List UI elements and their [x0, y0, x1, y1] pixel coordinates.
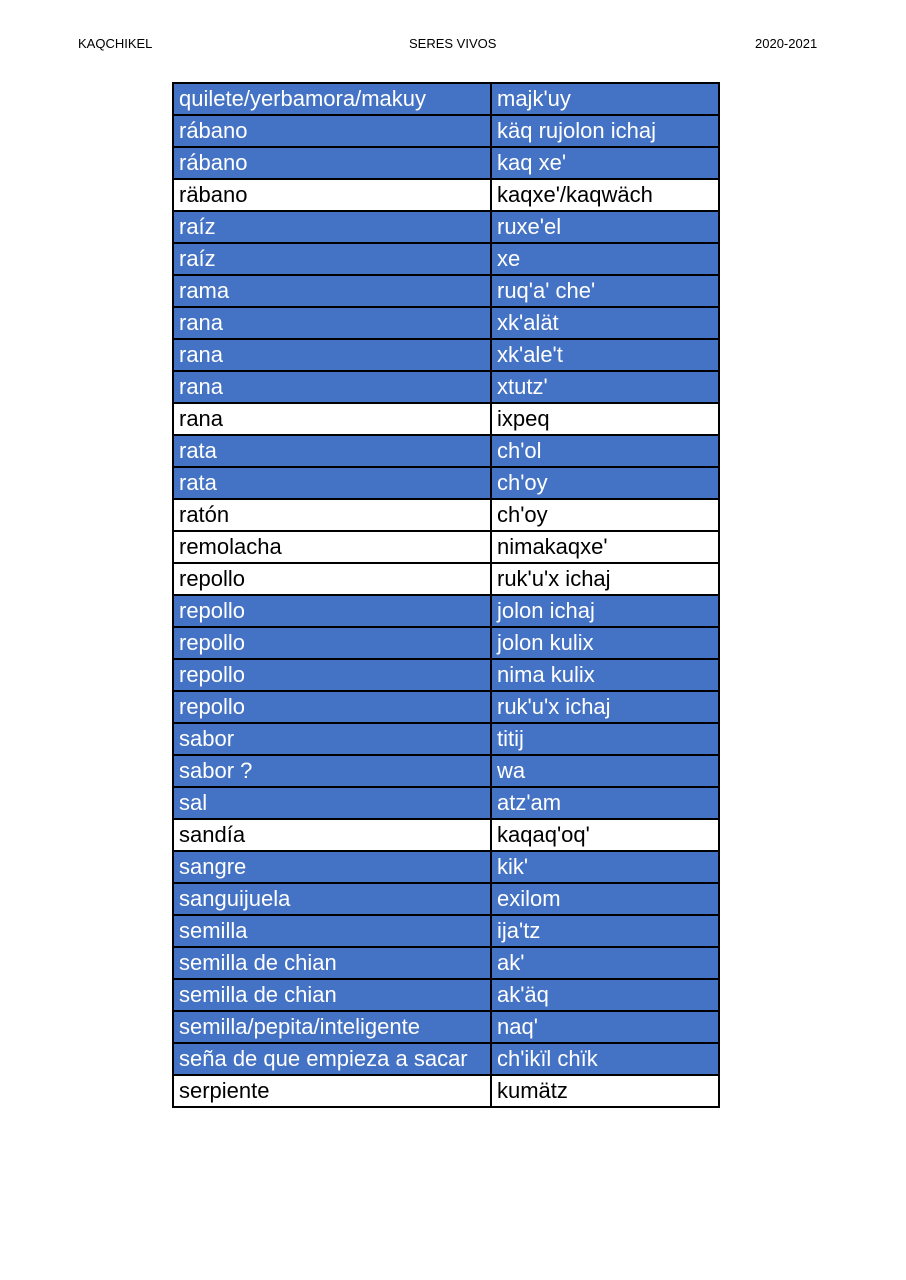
kaqchikel-term-cell: jolon ichaj — [491, 595, 719, 627]
kaqchikel-term-cell: ch'oy — [491, 467, 719, 499]
kaqchikel-term-cell: atz'am — [491, 787, 719, 819]
spanish-term-cell: rata — [173, 467, 491, 499]
spanish-term-cell: rata — [173, 435, 491, 467]
table-row — [173, 947, 719, 979]
table-row — [173, 179, 719, 211]
spanish-term-cell: raíz — [173, 243, 491, 275]
kaqchikel-term-cell: ak'äq — [491, 979, 719, 1011]
kaqchikel-term-cell: kumätz — [491, 1075, 719, 1107]
table-row — [173, 595, 719, 627]
table-row — [173, 1011, 719, 1043]
kaqchikel-term-cell: ch'ol — [491, 435, 719, 467]
kaqchikel-term-cell: kaq xe' — [491, 147, 719, 179]
table-row — [173, 659, 719, 691]
table-row — [173, 563, 719, 595]
spanish-term-cell: rábano — [173, 147, 491, 179]
spanish-term-cell: semilla de chian — [173, 947, 491, 979]
kaqchikel-term-cell: wa — [491, 755, 719, 787]
table-row — [173, 627, 719, 659]
kaqchikel-term-cell: kaqxe'/kaqwäch — [491, 179, 719, 211]
spanish-term-cell: serpiente — [173, 1075, 491, 1107]
spanish-term-cell: seña de que empieza a sacar — [173, 1043, 491, 1075]
spanish-term-cell: quilete/yerbamora/makuy — [173, 83, 491, 115]
table-row — [173, 211, 719, 243]
spanish-term-cell: remolacha — [173, 531, 491, 563]
spanish-term-cell: ratón — [173, 499, 491, 531]
table-row — [173, 723, 719, 755]
spanish-term-cell: semilla de chian — [173, 979, 491, 1011]
kaqchikel-term-cell: ch'ikïl chïk — [491, 1043, 719, 1075]
table-row — [173, 883, 719, 915]
vocabulary-table — [172, 82, 720, 1108]
spanish-term-cell: räbano — [173, 179, 491, 211]
kaqchikel-term-cell: ija'tz — [491, 915, 719, 947]
kaqchikel-term-cell: xe — [491, 243, 719, 275]
kaqchikel-term-cell: kaqaq'oq' — [491, 819, 719, 851]
table-row — [173, 307, 719, 339]
spanish-term-cell: rana — [173, 339, 491, 371]
kaqchikel-term-cell: xk'ale't — [491, 339, 719, 371]
spanish-term-cell: repollo — [173, 595, 491, 627]
kaqchikel-term-cell: ruk'u'x ichaj — [491, 563, 719, 595]
spanish-term-cell: rana — [173, 371, 491, 403]
spanish-term-cell: repollo — [173, 563, 491, 595]
kaqchikel-term-cell: xtutz' — [491, 371, 719, 403]
table-row — [173, 851, 719, 883]
kaqchikel-term-cell: jolon kulix — [491, 627, 719, 659]
kaqchikel-term-cell: ruq'a' che' — [491, 275, 719, 307]
table-row — [173, 467, 719, 499]
table-row — [173, 755, 719, 787]
table-row — [173, 819, 719, 851]
spanish-term-cell: semilla/pepita/inteligente — [173, 1011, 491, 1043]
spanish-term-cell: repollo — [173, 659, 491, 691]
kaqchikel-term-cell: naq' — [491, 1011, 719, 1043]
table-row — [173, 691, 719, 723]
spanish-term-cell: sabor — [173, 723, 491, 755]
table-row — [173, 83, 719, 115]
spanish-term-cell: sal — [173, 787, 491, 819]
table-row — [173, 243, 719, 275]
spanish-term-cell: rama — [173, 275, 491, 307]
kaqchikel-term-cell: ch'oy — [491, 499, 719, 531]
table-row — [173, 275, 719, 307]
table-row — [173, 531, 719, 563]
spanish-term-cell: repollo — [173, 627, 491, 659]
spanish-term-cell: rana — [173, 307, 491, 339]
table-row — [173, 403, 719, 435]
kaqchikel-term-cell: kik' — [491, 851, 719, 883]
kaqchikel-term-cell: ixpeq — [491, 403, 719, 435]
table-row — [173, 339, 719, 371]
kaqchikel-term-cell: ruk'u'x ichaj — [491, 691, 719, 723]
table-row — [173, 1075, 719, 1107]
kaqchikel-term-cell: käq rujolon ichaj — [491, 115, 719, 147]
table-row — [173, 371, 719, 403]
spanish-term-cell: sangre — [173, 851, 491, 883]
header-year: 2020-2021 — [755, 36, 818, 51]
table-row — [173, 435, 719, 467]
spanish-term-cell: sabor ? — [173, 755, 491, 787]
spanish-term-cell: semilla — [173, 915, 491, 947]
kaqchikel-term-cell: majk'uy — [491, 83, 719, 115]
spanish-term-cell: repollo — [173, 691, 491, 723]
table-row — [173, 915, 719, 947]
table-row — [173, 147, 719, 179]
vocabulary-table-body — [173, 83, 719, 1107]
table-row — [173, 115, 719, 147]
spanish-term-cell: rana — [173, 403, 491, 435]
page-header — [0, 36, 906, 54]
spanish-term-cell: sandía — [173, 819, 491, 851]
spanish-term-cell: sanguijuela — [173, 883, 491, 915]
kaqchikel-term-cell: nimakaqxe' — [491, 531, 719, 563]
header-topic: SERES VIVOS — [409, 36, 497, 51]
table-row — [173, 787, 719, 819]
spanish-term-cell: raíz — [173, 211, 491, 243]
spanish-term-cell: rábano — [173, 115, 491, 147]
table-row — [173, 499, 719, 531]
table-row — [173, 1043, 719, 1075]
kaqchikel-term-cell: xk'alät — [491, 307, 719, 339]
kaqchikel-term-cell: titij — [491, 723, 719, 755]
kaqchikel-term-cell: ruxe'el — [491, 211, 719, 243]
kaqchikel-term-cell: exilom — [491, 883, 719, 915]
table-row — [173, 979, 719, 1011]
kaqchikel-term-cell: nima kulix — [491, 659, 719, 691]
header-language: KAQCHIKEL — [78, 36, 153, 51]
kaqchikel-term-cell: ak' — [491, 947, 719, 979]
